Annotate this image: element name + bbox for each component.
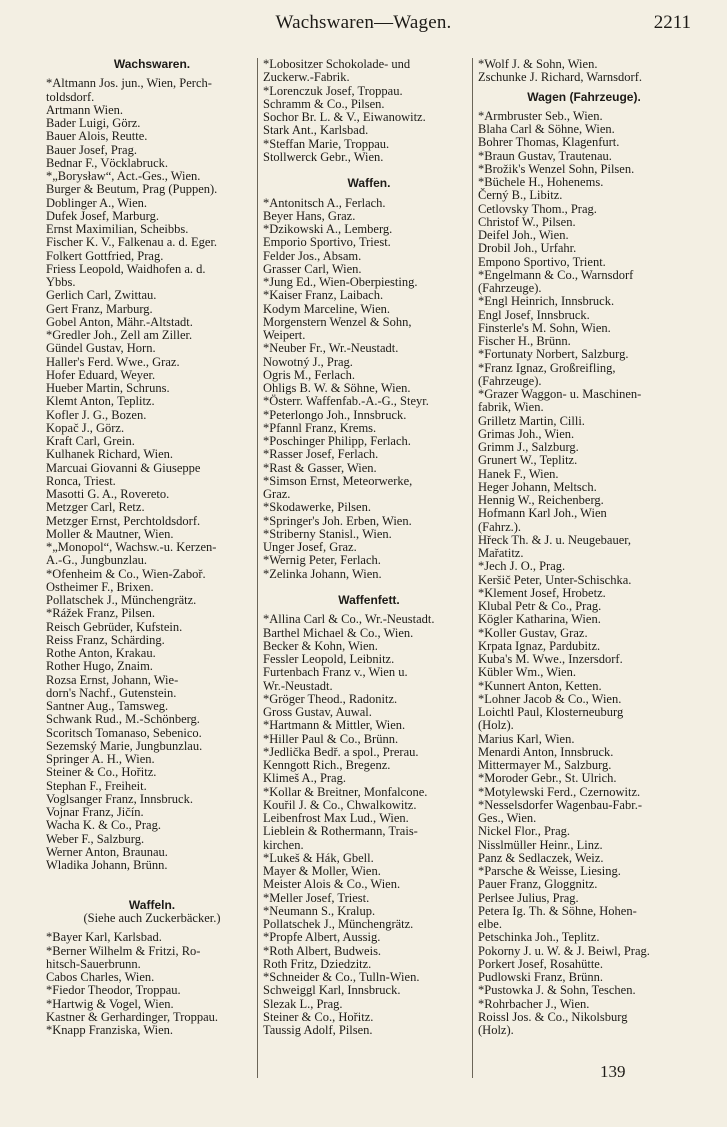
directory-entry: Engl Josef, Innsbruck. bbox=[478, 307, 590, 322]
directory-entry: Vojnar Franz, Jičín. bbox=[46, 805, 144, 819]
directory-entry: *Engl Heinrich, Innsbruck. bbox=[478, 294, 615, 309]
directory-entry: Weber F., Salzburg. bbox=[46, 831, 145, 846]
directory-entry: *Neumann S., Kralup. bbox=[263, 903, 376, 918]
directory-entry: Drobil Joh., Urfahr. bbox=[478, 241, 577, 256]
directory-entry: Springer A. H., Wien. bbox=[46, 752, 155, 766]
directory-entry: *Parsche & Weisse, Liesing. bbox=[478, 864, 621, 878]
directory-entry: Rozsa Ernst, Johann, Wie- bbox=[46, 672, 179, 687]
directory-entry: Stephan F., Freiheit. bbox=[46, 778, 147, 793]
directory-entry: Kulhanek Richard, Wien. bbox=[46, 447, 174, 462]
directory-entry: Roissl Jos. & Co., Nikolsburg bbox=[478, 1009, 628, 1024]
directory-entry: *Propfe Albert, Aussig. bbox=[263, 930, 381, 945]
directory-entry: (Fahrz.). bbox=[478, 519, 522, 534]
directory-entry: *Steffan Marie, Troppau. bbox=[263, 136, 390, 151]
directory-entry: (Holz). bbox=[478, 1023, 514, 1037]
directory-entry: Doblinger A., Wien. bbox=[46, 195, 147, 210]
folio-number: 139 bbox=[600, 1062, 626, 1081]
directory-entry: *Zelinka Johann, Wien. bbox=[263, 566, 382, 581]
directory-entry: Reisch Gebrüder, Kufstein. bbox=[46, 619, 183, 634]
directory-entry: Christof W., Pilsen. bbox=[478, 214, 576, 229]
directory-entry: *Altmann Jos. jun., Wien, Perch- bbox=[46, 76, 212, 91]
directory-entry: *Rohrbacher J., Wien. bbox=[478, 996, 590, 1011]
directory-entry: Sezemský Marie, Jungbunzlau. bbox=[46, 738, 203, 753]
directory-entry: Ohligs B. W. & Söhne, Wien. bbox=[263, 381, 411, 395]
directory-entry: *Kaiser Franz, Laibach. bbox=[263, 288, 384, 303]
directory-entry: Bauer Alois, Reutte. bbox=[46, 129, 148, 144]
directory-entry: Kouřil J. & Co., Chwalkowitz. bbox=[263, 797, 417, 812]
directory-entry: *Ofenheim & Co., Wien-Zaboř. bbox=[46, 566, 206, 581]
directory-entry: *Striberny Stanisl., Wien. bbox=[263, 526, 392, 541]
directory-entry: Ronca, Triest. bbox=[46, 473, 116, 488]
directory-entry: *Gröger Theod., Radonitz. bbox=[263, 691, 398, 706]
directory-entry: Klimeš A., Prag. bbox=[263, 771, 346, 786]
directory-entry: *Franz Ignaz, Großreifling, bbox=[478, 360, 616, 375]
directory-entry: Mittermayer M., Salzburg. bbox=[478, 758, 612, 772]
directory-entry: Loichtl Paul, Klosterneuburg bbox=[478, 705, 624, 719]
directory-entry: Sochor Br. L. & V., Eiwanowitz. bbox=[263, 110, 426, 124]
directory-entry: Grunert W., Teplitz. bbox=[478, 453, 578, 468]
directory-entry: *Fiedor Theodor, Troppau. bbox=[46, 983, 181, 998]
directory-entry: *Büchele H., Hohenems. bbox=[478, 175, 604, 189]
directory-entry: Becker & Kohn, Wien. bbox=[263, 638, 378, 653]
directory-entry: Bader Luigi, Görz. bbox=[46, 116, 141, 130]
directory-entry: Zschunke J. Richard, Warnsdorf. bbox=[478, 70, 643, 85]
directory-entry: Zuckerw.-Fabrik. bbox=[263, 70, 350, 85]
directory-entry: *Hartwig & Vogel, Wien. bbox=[46, 996, 174, 1011]
directory-entry: Kopač J., Görz. bbox=[46, 420, 125, 435]
directory-entry: *Berner Wilhelm & Fritzi, Ro- bbox=[46, 943, 201, 958]
directory-entry: Bohrer Thomas, Klagenfurt. bbox=[478, 135, 620, 150]
directory-entry: *Klement Josef, Hrobetz. bbox=[478, 585, 606, 600]
directory-entry: *Motylewski Ferd., Czernowitz. bbox=[478, 784, 641, 799]
directory-entry: *Lobositzer Schokolade- und bbox=[263, 57, 411, 71]
directory-entry: Perlsee Julius, Prag. bbox=[478, 890, 579, 905]
directory-entry: *Allina Carl & Co., Wr.-Neustadt. bbox=[263, 612, 435, 627]
directory-entry: Grimm J., Salzburg. bbox=[478, 440, 579, 454]
directory-entry: Stollwerck Gebr., Wien. bbox=[263, 149, 384, 164]
directory-entry: Bauer Josef, Prag. bbox=[46, 142, 137, 157]
directory-entry: Steiner & Co., Hořitz. bbox=[46, 765, 157, 780]
directory-entry: Fischer K. V., Falkenau a. d. Eger. bbox=[46, 235, 218, 250]
directory-entry: Leibenfrost Max Lud., Wien. bbox=[263, 811, 409, 825]
directory-entry: Kögler Katharina, Wien. bbox=[478, 612, 601, 627]
directory-entry: Artmann Wien. bbox=[46, 102, 124, 117]
directory-entry: *Lukeš & Hák, Gbell. bbox=[263, 850, 374, 865]
directory-entry: Grimas Joh., Wien. bbox=[478, 426, 575, 441]
directory-entry: *Simson Ernst, Meteorwerke, bbox=[263, 473, 413, 488]
directory-entry: Deifel Joh., Wien. bbox=[478, 228, 569, 242]
directory-entry: Weipert. bbox=[263, 328, 306, 342]
directory-entry: Steiner & Co., Hořitz. bbox=[263, 1009, 374, 1024]
directory-entry: *Lorenczuk Josef, Troppau. bbox=[263, 83, 403, 98]
directory-entry: Schwank Rud., M.-Schönberg. bbox=[46, 712, 200, 727]
directory-entry: Pudlowski Franz, Brünn. bbox=[478, 970, 603, 984]
directory-entry: *Jung Ed., Wien-Oberpiesting. bbox=[263, 275, 418, 289]
entry-list bbox=[263, 58, 475, 164]
section-heading-wachswaren: Wachswaren. bbox=[113, 57, 191, 71]
entry-list bbox=[46, 931, 258, 1037]
directory-entry: *Kunnert Anton, Ketten. bbox=[478, 678, 602, 693]
directory-entry: Hueber Martin, Schruns. bbox=[46, 381, 170, 395]
directory-entry: *Armbruster Seb., Wien. bbox=[478, 108, 603, 123]
directory-entry: *Nesselsdorfer Wagenbau-Fabr.- bbox=[478, 797, 642, 812]
directory-entry: *Engelmann & Co., Warnsdorf bbox=[478, 267, 634, 282]
directory-entry: Černý B., Libitz. bbox=[478, 188, 563, 203]
directory-entry: *Brožik's Wenzel Sohn, Pilsen. bbox=[478, 161, 635, 176]
directory-entry: *Rážek Franz, Pilsen. bbox=[46, 606, 156, 621]
directory-entry: Santner Aug., Tamsweg. bbox=[46, 699, 169, 713]
directory-entry: *Meller Josef, Triest. bbox=[263, 890, 370, 905]
entry-list bbox=[478, 58, 690, 85]
directory-entry: Stark Ant., Karlsbad. bbox=[263, 123, 369, 138]
directory-entry: Beyer Hans, Graz. bbox=[263, 208, 356, 223]
directory-entry: Porkert Josef, Rosahütte. bbox=[478, 956, 603, 971]
column-3 bbox=[478, 58, 690, 1037]
directory-entry: *Braun Gustav, Trautenau. bbox=[478, 148, 612, 163]
directory-entry: Hanek F., Wien. bbox=[478, 466, 559, 481]
directory-entry: Burger & Beutum, Prag (Puppen). bbox=[46, 182, 218, 197]
entry-list bbox=[478, 110, 690, 1038]
directory-entry: *Österr. Waffenfab.-A.-G., Steyr. bbox=[263, 394, 429, 409]
directory-entry: Nowotný J., Prag. bbox=[263, 354, 353, 369]
directory-entry: Gobel Anton, Mähr.-Altstadt. bbox=[46, 314, 193, 329]
directory-entry: Petera Ig. Th. & Söhne, Hohen- bbox=[478, 903, 637, 918]
directory-entry: *Wernig Peter, Ferlach. bbox=[263, 553, 381, 568]
directory-entry: Grilletz Martin, Cilli. bbox=[478, 413, 585, 428]
directory-entry: Nisslmüller Heinr., Linz. bbox=[478, 837, 603, 852]
section-heading-waffen: Waffen. bbox=[347, 176, 391, 191]
directory-entry: Friess Leopold, Waidhofen a. d. bbox=[46, 261, 206, 276]
directory-entry: toldsdorf. bbox=[46, 89, 95, 104]
directory-entry: Slezak L., Prag. bbox=[263, 996, 343, 1011]
running-head bbox=[0, 12, 727, 38]
directory-entry: Werner Anton, Braunau. bbox=[46, 844, 168, 859]
directory-entry: *Hartmann & Mittler, Wien. bbox=[263, 718, 406, 733]
directory-entry: *Pfannl Franz, Krems. bbox=[263, 420, 377, 435]
directory-entry: Voglsanger Franz, Innsbruck. bbox=[46, 791, 193, 806]
directory-entry: Scoritsch Tomanaso, Sebenico. bbox=[46, 725, 202, 740]
directory-entry: Wr.-Neustadt. bbox=[263, 678, 333, 693]
directory-entry: Panz & Sedlaczek, Weiz. bbox=[478, 850, 604, 865]
directory-entry: Lieblein & Rothermann, Trais- bbox=[263, 824, 418, 839]
directory-entry: Petschinka Joh., Teplitz. bbox=[478, 930, 600, 945]
directory-entry: Folkert Gottfried, Prag. bbox=[46, 248, 164, 263]
directory-entry: *Jedlička Bedř. a spol., Prerau. bbox=[263, 744, 419, 759]
directory-entry: *Grazer Waggon- u. Maschinen- bbox=[478, 387, 642, 401]
directory-entry: *Hiller Paul & Co., Brünn. bbox=[263, 731, 399, 746]
section-heading-waffeln: Waffeln. bbox=[128, 897, 176, 912]
directory-entry: hitsch-Sauerbrunn. bbox=[46, 956, 141, 971]
directory-entry: Fessler Leopold, Leibnitz. bbox=[263, 652, 395, 666]
directory-entry: Kodym Marceline, Wien. bbox=[263, 301, 391, 316]
directory-entry: Finsterle's M. Sohn, Wien. bbox=[478, 320, 611, 335]
directory-entry: Mařatitz. bbox=[478, 546, 524, 560]
directory-entry: Klubal Petr & Co., Prag. bbox=[478, 599, 602, 613]
directory-entry: *„Monopol“, Wachsw.-u. Kerzen- bbox=[46, 540, 217, 554]
directory-entry: Gross Gustav, Auwal. bbox=[263, 705, 372, 719]
directory-entry: Gerlich Carl, Zwittau. bbox=[46, 288, 157, 303]
directory-entry: Blaha Carl & Söhne, Wien. bbox=[478, 122, 615, 136]
directory-entry: *Poschinger Philipp, Ferlach. bbox=[263, 434, 411, 448]
entry-list bbox=[46, 77, 258, 872]
directory-entry: *Kollar & Breitner, Monfalcone. bbox=[263, 784, 428, 799]
directory-entry: *Moroder Gebr., St. Ulrich. bbox=[478, 771, 617, 786]
directory-entry: Fischer H., Brünn. bbox=[478, 334, 571, 348]
directory-entry: Keršič Peter, Unter-Schischka. bbox=[478, 572, 632, 587]
directory-entry: Cabos Charles, Wien. bbox=[46, 970, 155, 984]
directory-entry: Nickel Flor., Prag. bbox=[478, 824, 571, 839]
directory-entry: Grasser Carl, Wien. bbox=[263, 261, 362, 276]
directory-entry: Bednar F., Vöcklabruck. bbox=[46, 155, 169, 170]
directory-entry: Pollatschek J., Münchengrätz. bbox=[263, 917, 414, 931]
directory-entry: dorn's Nachf., Gutenstein. bbox=[46, 685, 177, 700]
directory-entry: Unger Josef, Graz. bbox=[263, 540, 357, 554]
directory-entry: *Pustowka J. & Sohn, Teschen. bbox=[478, 983, 636, 998]
directory-entry: Dufek Josef, Marburg. bbox=[46, 208, 159, 223]
directory-entry: Emporio Sportivo, Triest. bbox=[263, 235, 391, 250]
directory-entry: *Lohner Jacob & Co., Wien. bbox=[478, 691, 622, 706]
directory-entry: Schramm & Co., Pilsen. bbox=[263, 96, 385, 111]
directory-entry: Kraft Carl, Grein. bbox=[46, 434, 135, 448]
directory-entry: Hřeck Th. & J. u. Neugebauer, bbox=[478, 532, 632, 547]
directory-entry: Felder Jos., Absam. bbox=[263, 248, 362, 263]
directory-entry: *Rast & Gasser, Wien. bbox=[263, 460, 377, 475]
directory-entry: Gündel Gustav, Horn. bbox=[46, 341, 156, 356]
directory-entry: Furtenbach Franz v., Wien u. bbox=[263, 665, 408, 680]
directory-entry: Kübler Wm., Wien. bbox=[478, 665, 576, 680]
running-title: Wachswaren—Wagen. bbox=[275, 12, 452, 33]
directory-entry: Krpata Ignaz, Pardubitz. bbox=[478, 638, 601, 653]
directory-entry: *Dzikowski A., Lemberg. bbox=[263, 222, 393, 236]
page-number: 2211 bbox=[653, 12, 691, 33]
directory-entry: *Bayer Karl, Karlsbad. bbox=[46, 930, 162, 945]
section-heading-waffenfett: Waffenfett. bbox=[338, 593, 400, 607]
directory-entry: *Skodawerke, Pilsen. bbox=[263, 500, 371, 515]
directory-entry: Kuba's M. Wwe., Inzersdorf. bbox=[478, 652, 623, 666]
directory-entry: *Schneider & Co., Tulln-Wien. bbox=[263, 970, 420, 984]
directory-entry: *Neuber Fr., Wr.-Neustadt. bbox=[263, 341, 399, 356]
directory-entry: kirchen. bbox=[263, 837, 304, 852]
directory-entry: *Jech J. O., Prag. bbox=[478, 559, 566, 574]
directory-entry: Marcuai Giovanni & Giuseppe bbox=[46, 460, 201, 475]
directory-entry: Menardi Anton, Innsbruck. bbox=[478, 744, 614, 759]
directory-entry: *„Borysław“, Act.-Ges., Wien. bbox=[46, 169, 201, 183]
directory-entry: *Springer's Joh. Erben, Wien. bbox=[263, 513, 412, 528]
entry-list bbox=[263, 613, 475, 1037]
directory-entry: Kastner & Gerhardinger, Troppau. bbox=[46, 1009, 219, 1024]
directory-entry: *Gredler Joh., Zell am Ziller. bbox=[46, 328, 193, 342]
section-subheading: (Siehe auch Zuckerbäcker.) bbox=[83, 911, 221, 925]
directory-entry: Reiss Franz, Schärding. bbox=[46, 632, 165, 647]
entry-list bbox=[263, 197, 475, 581]
directory-entry: elbe. bbox=[478, 917, 502, 931]
directory-entry: *Wolf J. & Sohn, Wien. bbox=[478, 57, 598, 71]
directory-entry: Marius Karl, Wien. bbox=[478, 731, 575, 746]
directory-entry: Metzger Ernst, Perchtoldsdorf. bbox=[46, 513, 201, 528]
directory-entry: Ges., Wien. bbox=[478, 811, 537, 825]
directory-entry: Kenngott Rich., Bregenz. bbox=[263, 758, 391, 772]
directory-entry: Ogris M., Ferlach. bbox=[263, 367, 355, 382]
directory-entry: Hofmann Karl Joh., Wien bbox=[478, 506, 607, 521]
directory-entry: A.-G., Jungbunzlau. bbox=[46, 553, 148, 568]
directory-entry: Moller & Mautner, Wien. bbox=[46, 526, 174, 541]
directory-entry: Heger Johann, Meltsch. bbox=[478, 479, 597, 494]
directory-entry: Ybbs. bbox=[46, 275, 76, 289]
directory-entry: *Koller Gustav, Graz. bbox=[478, 625, 588, 640]
directory-entry: Pokorny J. u. W. & J. Beiwl, Prag. bbox=[478, 943, 650, 958]
directory-entry: Ostheimer F., Brixen. bbox=[46, 579, 154, 594]
directory-entry: Pollatschek J., Münchengrätz. bbox=[46, 593, 197, 607]
directory-entry: *Peterlongo Joh., Innsbruck. bbox=[263, 407, 407, 422]
directory-entry: *Antonitsch A., Ferlach. bbox=[263, 195, 386, 210]
directory-entry: Mayer & Moller, Wien. bbox=[263, 864, 381, 878]
directory-entry: *Roth Albert, Budweis. bbox=[263, 943, 382, 958]
directory-entry: Meister Alois & Co., Wien. bbox=[263, 877, 401, 892]
directory-entry: Schweiggl Karl, Innsbruck. bbox=[263, 983, 401, 998]
directory-entry: (Fahrzeuge). bbox=[478, 373, 542, 388]
directory-entry: Wladika Johann, Brünn. bbox=[46, 858, 168, 872]
section-heading-wagen: Wagen (Fahrzeuge). bbox=[527, 89, 641, 104]
directory-entry: Rothe Anton, Krakau. bbox=[46, 646, 156, 660]
directory-entry: Rother Hugo, Znaim. bbox=[46, 659, 153, 674]
directory-entry: Barthel Michael & Co., Wien. bbox=[263, 625, 414, 640]
directory-entry: *Rasser Josef, Ferlach. bbox=[263, 447, 379, 462]
directory-entry: *Fortunaty Norbert, Salzburg. bbox=[478, 347, 629, 362]
directory-entry: Cetlovsky Thom., Prag. bbox=[478, 201, 597, 216]
directory-entry: Haller's Ferd. Wwe., Graz. bbox=[46, 354, 180, 369]
directory-entry: Taussig Adolf, Pilsen. bbox=[263, 1023, 373, 1037]
directory-entry: Metzger Carl, Retz. bbox=[46, 500, 145, 515]
directory-entry: (Holz). bbox=[478, 718, 514, 733]
directory-entry: Graz. bbox=[263, 487, 291, 501]
directory-entry: Ernst Maximilian, Scheibbs. bbox=[46, 222, 189, 236]
directory-entry: Hofer Eduard, Weyer. bbox=[46, 367, 156, 382]
directory-entry: Kofler J. G., Bozen. bbox=[46, 407, 147, 422]
directory-entry: Masotti G. A., Rovereto. bbox=[46, 487, 170, 501]
directory-entry: Wacha K. & Co., Prag. bbox=[46, 818, 161, 833]
directory-entry: Klemt Anton, Teplitz. bbox=[46, 394, 155, 409]
column-1 bbox=[46, 58, 258, 1037]
directory-entry: Hennig W., Reichenberg. bbox=[478, 493, 604, 507]
column-2 bbox=[263, 58, 475, 1037]
directory-entry: Gert Franz, Marburg. bbox=[46, 301, 153, 316]
directory-entry: (Fahrzeuge). bbox=[478, 281, 542, 295]
directory-entry: Roth Fritz, Dziedzitz. bbox=[263, 956, 372, 971]
directory-entry: Morgenstern Wenzel & Sohn, bbox=[263, 314, 412, 329]
directory-entry: Empono Sportivo, Trient. bbox=[478, 254, 606, 269]
directory-entry: *Knapp Franziska, Wien. bbox=[46, 1023, 174, 1037]
directory-entry: fabrik, Wien. bbox=[478, 400, 544, 415]
directory-entry: Pauer Franz, Gloggnitz. bbox=[478, 877, 598, 892]
